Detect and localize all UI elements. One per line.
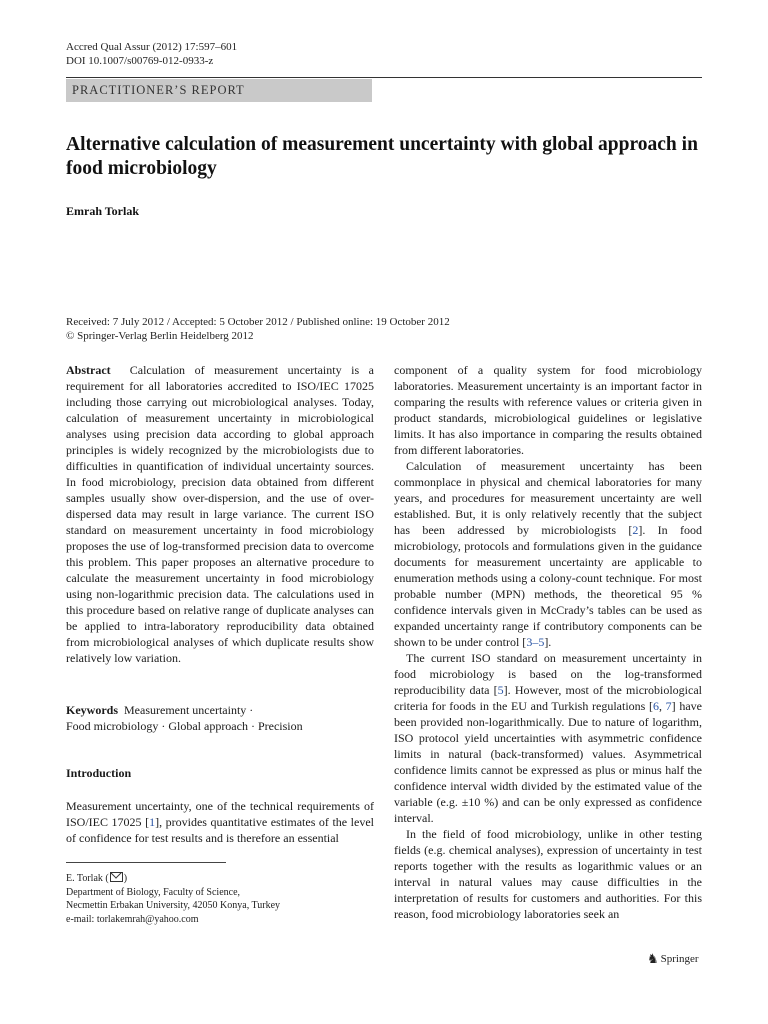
citation-link-6[interactable]: 6 [653, 699, 659, 713]
p3-text-c: ] have been provided non-logarithmically. Due to nature of logarithm, ISO protocol yield uncertainties with asymmetric confidence limits in natural (back-transformed) values. Asymmetrical confidence limits cannot be expressed as plus or minus half the confidence interval width divided by the estimated value of the variable (e.g. ±10 %) and can be only expressed as confidence interval. [394, 699, 702, 825]
history-dates: Received: 7 July 2012 / Accepted: 5 October 2012 / Published online: 19 October 2012 [66, 316, 450, 328]
p3-text-b: ]. However, most of the microbiological criteria for foods in the EU and Turkish regulations [ [394, 683, 703, 713]
p2-text-b: ]. In food microbiology, protocols and formulations given in the guidance documents for measurement uncertainty are applicable to enumeration methods using a colony-count technique. For most probable number (MPN) methods, the theoretical 95 % confidence intervals given in McCrady’s tables can be used as expanded uncertainty range if contributory components can be shown to be under control [ [394, 523, 702, 649]
intro-text-a: Measurement uncertainty, one of the technical requirements of ISO/IEC 17025 [ [66, 799, 374, 829]
citation-link-7[interactable]: 7 [665, 699, 672, 713]
publication-dates [66, 315, 450, 343]
p2-text-c: ]. [544, 635, 552, 649]
citation-link-3-5[interactable]: 3–5 [526, 635, 545, 649]
section-banner: PRACTITIONER’S REPORT [66, 79, 372, 102]
paragraph-3 [394, 650, 702, 826]
keywords-line-1: Measurement uncertainty · [124, 703, 254, 717]
header-rule [66, 77, 702, 78]
publisher-name: Springer [660, 953, 699, 965]
citation-link-2[interactable]: 2 [632, 523, 639, 537]
envelope-icon [110, 872, 123, 882]
springer-horse-icon: ♞ [647, 951, 659, 966]
footnote-rule [66, 862, 226, 863]
keywords-section [66, 702, 374, 734]
doi: DOI 10.1007/s00769-012-0933-z [66, 55, 214, 67]
p3-text-a: The current ISO standard on measurement uncertainty in food microbiology is based on the log-transformed reproducibility data [ [394, 651, 702, 697]
keywords-label: Keywords [66, 703, 118, 717]
citation-link-1[interactable]: 1 [149, 815, 156, 829]
author-affiliation [66, 872, 280, 926]
right-column [394, 362, 702, 922]
paper-title: Alternative calculation of measurement uncertainty with global approach in food microbiology [66, 134, 698, 179]
abstract-section [66, 362, 374, 666]
citation: Accred Qual Assur (2012) 17:597–601 [66, 41, 238, 53]
affiliation-department: Department of Biology, Faculty of Science, [66, 886, 241, 898]
p3-sep: , [659, 699, 666, 713]
corresponding-author: E. Torlak ( ) [66, 873, 128, 884]
abstract-label: Abstract [66, 363, 111, 377]
intro-text-b: ], provides quantitative estimates of the level of confidence for test results and is therefore an essential [66, 815, 374, 845]
keywords-line-2: Food microbiology · Global approach · Precision [66, 719, 303, 733]
journal-reference [66, 40, 237, 68]
publisher-mark [647, 951, 699, 967]
author-name: Emrah Torlak [66, 204, 140, 218]
citation-link-5[interactable]: 5 [497, 683, 504, 697]
paragraph-1: component of a quality system for food microbiology laboratories. Measurement uncertainty is an important factor in comparing the results with reference values or criteria given in product standards, microbiological guidelines or legislative limits. It has also importance in comparing the results obtained from different laboratories. [394, 363, 702, 457]
introduction-paragraph [66, 798, 374, 846]
abstract-text: Calculation of measurement uncertainty is a requirement for all laboratories accredited to ISO/IEC 17025 including those carrying out microbiological analyses. Today, calculation of measurement uncertainty in microbiological analyses using precision data according to global approach principles is widely recognized by the microbiologists due to difficulties in quantification of individual uncertainty sources. In food microbiology, precision data obtained from different samples usually show over-dispersion, and the use of over-dispersed data may result in large variance. The current ISO standard on measurement uncertainty in food microbiology proposes the use of log-transformed precision data to overcome this problem. This paper proposes an alternative procedure to calculate the measurement uncertainty in food microbiology using non-logarithmic precision data. The calculations used in this procedure based on relative range of duplicate analyses can be applied to intra-laboratory reproducibility data obtained from microbiological analyses of which duplicate results show relatively low variation. [66, 363, 375, 665]
affiliation-university: Necmettin Erbakan University, 42050 Konya, Turkey [66, 900, 281, 911]
p2-text-a: Calculation of measurement uncertainty has been commonplace in physical and chemical laboratories for many years, and procedures for measurement uncertainty are well established. But, it is only relatively recently that the subject has been addressed by microbiologists [ [394, 459, 702, 537]
paragraph-4: In the field of food microbiology, unlike in other testing fields (e.g. chemical analyses), expression of uncertainty in test reports together with the results as logarithmic values or an interval in natural values may cause difficulties in the interpretation of results for customers and authorities. For this reason, food microbiology laboratories seek an [394, 827, 702, 921]
introduction-heading: Introduction [66, 766, 132, 780]
paragraph-2 [394, 458, 702, 650]
author-email[interactable]: e-mail: torlakemrah@yahoo.com [66, 913, 199, 925]
copyright: © Springer-Verlag Berlin Heidelberg 2012 [66, 330, 254, 342]
